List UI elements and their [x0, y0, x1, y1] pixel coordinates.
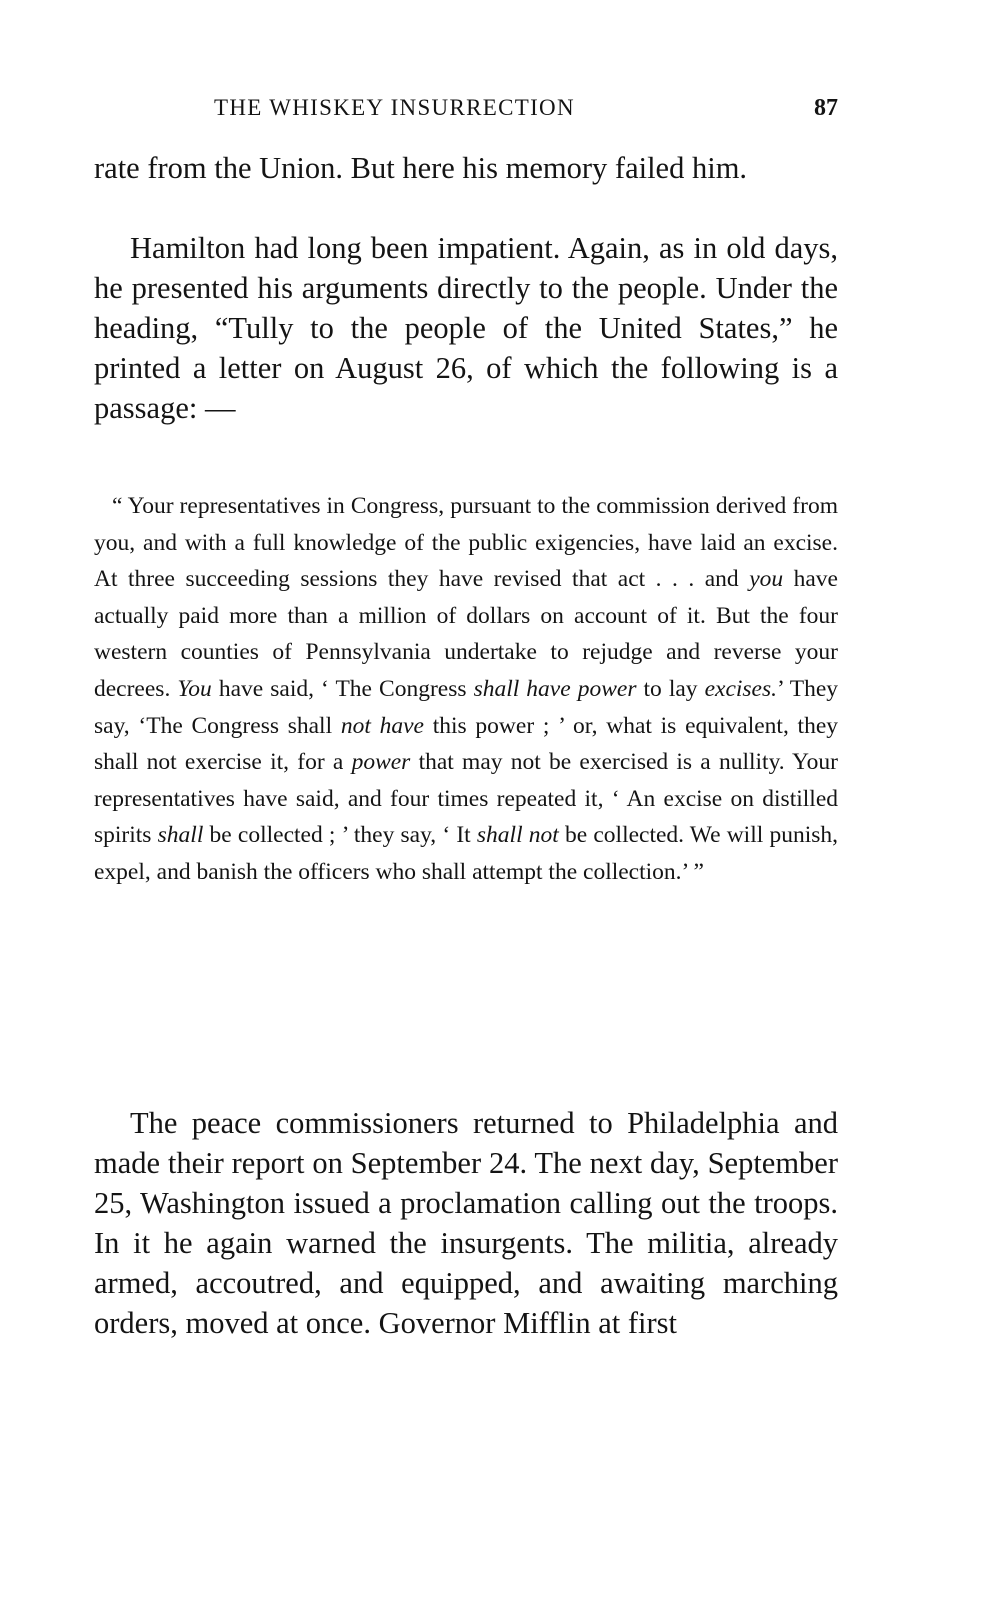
quote-italic: excises. [704, 675, 778, 702]
quote-italic: You [177, 675, 212, 702]
quote-text: ’ They say, ‘The Congress shall [94, 675, 838, 739]
quote-italic: you [749, 566, 784, 593]
quote-text: that may not be exercised is a nullity. Your representatives have said, and four times repeated it, ‘ An excise on distilled spirits [94, 749, 838, 849]
quote-text: be collected. We will punish, expel, and banish the officers who shall attempt the collection.’ ” [94, 822, 839, 885]
quote-italic: shall [157, 822, 204, 849]
paragraph-hamilton: Hamilton had long been impatient. Again, as in old days, he presented his arguments directly to the people. Under the heading, “Tully to the people of the United States,” he printed a letter on August 26, of which the following is a passage: — [94, 231, 838, 425]
quote-text: this power ; ’ or, what is equivalent, they shall not exercise it, for a [94, 712, 839, 776]
running-head-title: THE WHISKEY INSURRECTION [214, 95, 575, 120]
quote-text: have actually paid more than a million of dollars on account of it. But the four western counties of Pennsylvania undertake to rejudge and reverse your decrees. [94, 566, 838, 702]
quote-text: be collected ; ’ they say, ‘ It [203, 822, 477, 849]
quote-italic: shall not [476, 822, 559, 849]
running-header [214, 95, 838, 129]
quote-text: “ Your representatives in Congress, pursuant to the commission derived from you, and with a full knowledge of the public exigencies, have laid an excise. At three succeeding sessions they have revised that act . . . and [94, 493, 838, 593]
paragraph-peace-commissioners: The peace commissioners returned to Philadelphia and made their report on September 24. The next day, September 25, Washington issued a proclamation calling out the troops. In it he again warned the insurgents. The militia, already armed, accoutred, and equipped, and awaiting marching orders, moved at once. Governor Mifflin at first [94, 1106, 838, 1340]
quote-text: to lay [636, 675, 705, 702]
quote-text: have said, ‘ The Congress [211, 675, 474, 702]
quote-italic: not have [340, 712, 424, 739]
block-quote-tully-letter [94, 488, 838, 891]
page-number: 87 [814, 95, 838, 121]
quote-italic: shall have power [473, 675, 637, 702]
quote-italic: power [351, 749, 411, 776]
paragraph-continuation: rate from the Union. But here his memory failed him. [94, 151, 748, 185]
